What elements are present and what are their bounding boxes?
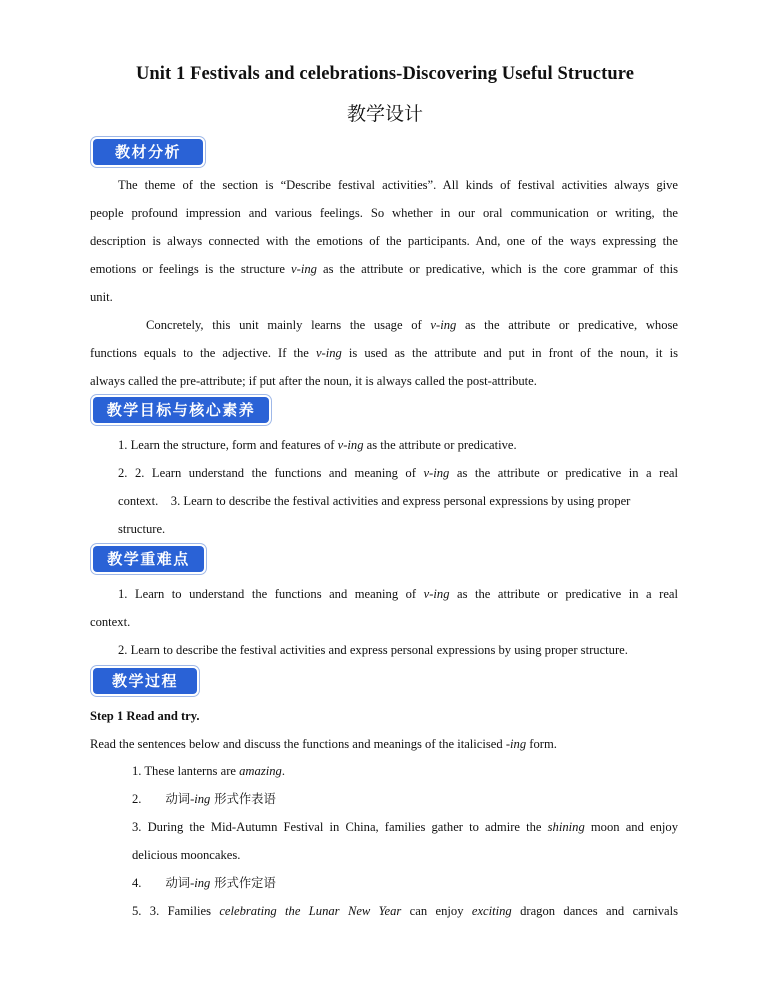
analysis-line-2: people profound impression and various feelings. So whether in our oral communication or writing, the xyxy=(90,206,678,220)
section-badge-goals: 教学目标与核心素养 xyxy=(93,397,269,423)
analysis-line-5: unit. xyxy=(90,290,113,304)
keypoint-1-line-1: 1. Learn to understand the functions and meaning of v-ing as the attribute or predicative in a real xyxy=(118,587,679,601)
document-subtitle: 教学设计 xyxy=(346,103,423,125)
analysis-p2-line-1: Concretely, this unit mainly learns the usage of v-ing as the attribute or predicative, whose xyxy=(146,318,678,332)
analysis-line-4: emotions or feelings is the structure v-ing as the attribute or predicative, which is the core grammar of this xyxy=(90,262,678,276)
section-badge-keypoints: 教学重难点 xyxy=(93,546,204,572)
sentence-5: 5. 3. Families celebrating the Lunar New Year can enjoy exciting dragon dances and carnivals xyxy=(132,904,679,918)
analysis-p2-line-2: functions equals to the adjective. If the v-ing is used as the attribute and put in front of the noun, it is xyxy=(90,346,678,360)
sentence-4: 4. 动词-ing 形式作定语 xyxy=(132,876,276,890)
step-1-heading: Step 1 Read and try. xyxy=(90,709,200,723)
goal-2-line-1: 2. 2. Learn understand the functions and meaning of v-ing as the attribute or predicative in a real xyxy=(118,466,678,480)
analysis-line-1: The theme of the section is “Describe festival activities”. All kinds of festival activities always give xyxy=(118,178,678,192)
analysis-line-3: description is always connected with the emotions of the participants. And, one of the ways expressing the xyxy=(90,234,678,248)
goal-2-line-2: context. 3. Learn to describe the festival activities and express personal expressions by using proper xyxy=(118,494,631,508)
analysis-p2-line-3: always called the pre-attribute; if put after the noun, it is always called the post-attribute. xyxy=(90,374,537,388)
sentence-1: 1. These lanterns are amazing. xyxy=(132,764,285,778)
section-badge-analysis: 教材分析 xyxy=(93,139,203,165)
sentence-3-line-1: 3. During the Mid-Autumn Festival in China, families gather to admire the shining moon and enjoy xyxy=(132,820,678,834)
sentence-2: 2. 动词-ing 形式作表语 xyxy=(132,792,276,806)
step-1-intro: Read the sentences below and discuss the functions and meanings of the italicised -ing form. xyxy=(90,737,557,751)
goal-2-line-3: structure. xyxy=(118,522,166,536)
keypoint-1-line-2: context. xyxy=(90,615,131,629)
document-title: Unit 1 Festivals and celebrations-Discovering Useful Structure xyxy=(135,64,635,84)
sentence-3-line-2: delicious mooncakes. xyxy=(132,848,241,862)
keypoint-2: 2. Learn to describe the festival activities and express personal expressions by using proper structure. xyxy=(118,643,628,657)
section-badge-process: 教学过程 xyxy=(93,668,197,694)
goal-1: 1. Learn the structure, form and features of v-ing as the attribute or predicative. xyxy=(118,438,517,452)
